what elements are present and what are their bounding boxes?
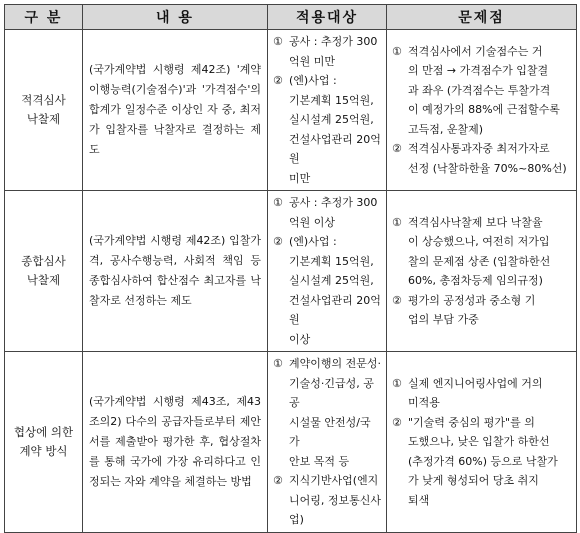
header-targets: 적용대상 bbox=[268, 5, 387, 30]
header-row bbox=[5, 5, 577, 30]
problem-text bbox=[408, 213, 571, 291]
target-line: 건설사업관리 20억원 bbox=[289, 293, 381, 326]
target-line: 공사 : 추정가 300 bbox=[289, 35, 378, 48]
problem-item bbox=[392, 374, 571, 413]
problem-line: 선정 (낙찰하한율 70%~80%선) bbox=[408, 161, 567, 175]
problem-number: ① bbox=[392, 215, 402, 229]
content-text: (국가계약법 시행령 제43조, 제43조의2) 다수의 공급자들로부터 제안서를 제출받아 평가한 후, 협상절차를 통해 국가에 가장 유리하다고 인정되는 자와 계약을 체결하는 방법 bbox=[89, 394, 261, 488]
problem-line: 퇴색 bbox=[408, 493, 430, 507]
row-problems bbox=[387, 30, 577, 191]
problem-item bbox=[392, 42, 571, 140]
target-number: ② bbox=[273, 474, 283, 487]
target-text bbox=[289, 232, 381, 349]
problem-text bbox=[408, 413, 571, 511]
target-number: ① bbox=[273, 196, 283, 209]
table-row bbox=[5, 352, 577, 533]
target-item bbox=[273, 193, 381, 232]
problem-item bbox=[392, 139, 571, 178]
row-content bbox=[83, 352, 268, 533]
problem-item bbox=[392, 413, 571, 511]
problem-item bbox=[392, 213, 571, 291]
category-line: 종합심사 bbox=[21, 254, 66, 268]
target-line: 억원 이상 bbox=[289, 215, 336, 229]
problem-text bbox=[408, 42, 571, 140]
target-line: 억원 미만 bbox=[289, 54, 336, 68]
target-text bbox=[289, 471, 381, 530]
target-item bbox=[273, 232, 381, 349]
target-line: 미만 bbox=[289, 171, 311, 185]
target-line: 기본계획 15억원, bbox=[289, 93, 374, 107]
target-line: 안보 목적 등 bbox=[289, 454, 350, 468]
target-number: ① bbox=[273, 35, 283, 48]
problem-line: 가 낮게 형성되어 당초 취지 bbox=[408, 474, 539, 487]
problem-line: 적격심사에서 기술점수는 거 bbox=[408, 44, 543, 58]
target-line: 공사 : 추정가 300 bbox=[289, 196, 378, 209]
target-item bbox=[273, 354, 381, 471]
problem-line: 적격심사낙찰제 보다 낙찰율 bbox=[408, 215, 543, 229]
target-item bbox=[273, 32, 381, 71]
problem-line: 도했으나, 낮은 입찰가 하한선 bbox=[408, 435, 550, 448]
content-text: (국가계약법 시행령 제42조) '계약이행능력(기술점수)'과 '가격점수'의 합계가 일정수준 이상인 자 중, 최저가 입찰자를 낙찰자로 결정하는 제도 bbox=[89, 63, 261, 156]
category-line: 계약 방식 bbox=[19, 443, 68, 458]
target-number: ② bbox=[273, 74, 283, 87]
target-line: 계약이행의 전문성· bbox=[289, 357, 382, 370]
comparison-table bbox=[4, 4, 577, 533]
problem-line: 찰의 문제점 상존 (입찰하한선 bbox=[408, 254, 551, 268]
problem-line: 의 만점 → 가격점수가 입찰결 bbox=[408, 64, 549, 78]
problem-text bbox=[408, 374, 571, 413]
header-content: 내 용 bbox=[83, 5, 268, 30]
header-problems: 문제점 bbox=[387, 5, 577, 30]
problem-line: 업의 부담 가중 bbox=[408, 313, 479, 326]
row-category bbox=[5, 352, 83, 533]
row-targets bbox=[268, 352, 387, 533]
problem-number: ① bbox=[392, 376, 402, 390]
target-number: ② bbox=[273, 235, 283, 248]
table-row bbox=[5, 191, 577, 352]
problem-line: 60%, 총점차등제 임의규정) bbox=[408, 274, 543, 287]
problem-item bbox=[392, 291, 571, 330]
problem-text bbox=[408, 291, 571, 330]
row-problems bbox=[387, 191, 577, 352]
problem-number: ② bbox=[392, 293, 402, 307]
category-line: 낙찰제 bbox=[26, 112, 61, 126]
target-text bbox=[289, 71, 381, 188]
row-content bbox=[83, 30, 268, 191]
target-item bbox=[273, 471, 381, 530]
row-category bbox=[5, 30, 83, 191]
category-line: 적격심사 bbox=[21, 93, 66, 107]
category-line: 협상에 의한 bbox=[13, 424, 74, 439]
target-line: 실시설계 25억원, bbox=[289, 274, 374, 287]
target-line: 시설물 안전성/국가 bbox=[289, 415, 371, 448]
target-line: 기본계획 15억원, bbox=[289, 254, 374, 268]
target-line: 건설사업관리 20억원 bbox=[289, 132, 381, 165]
category-line: 낙찰제 bbox=[26, 273, 61, 287]
target-text bbox=[289, 32, 381, 71]
row-targets bbox=[268, 30, 387, 191]
row-targets bbox=[268, 191, 387, 352]
problem-number: ② bbox=[392, 415, 402, 429]
problem-number: ① bbox=[392, 44, 402, 58]
row-problems bbox=[387, 352, 577, 533]
header-category: 구 분 bbox=[5, 5, 83, 30]
problem-line: 실제 엔지니어링사업에 거의 bbox=[408, 376, 543, 390]
target-number: ① bbox=[273, 357, 283, 370]
target-text bbox=[289, 354, 381, 471]
problem-line: 적격심사통과자중 최저가자로 bbox=[408, 142, 550, 156]
target-line: 니어링, 정보통신사업) bbox=[289, 493, 382, 526]
target-text bbox=[289, 193, 381, 232]
target-item bbox=[273, 71, 381, 188]
problem-line: 미적용 bbox=[408, 396, 440, 409]
problem-line: "기술력 중심의 평가"를 의 bbox=[408, 415, 535, 429]
problem-number: ② bbox=[392, 142, 402, 156]
problem-line: 이 예정가의 88%에 근접할수록 bbox=[408, 103, 560, 117]
table-row bbox=[5, 30, 577, 191]
problem-line: (추정가격 60%) 등으로 낙찰가 bbox=[408, 454, 558, 468]
target-line: (엔)사업 : bbox=[289, 74, 337, 87]
problem-line: 고득점, 운찰제) bbox=[408, 122, 484, 136]
problem-line: 과 좌우 (가격점수는 투찰가격 bbox=[408, 83, 551, 97]
row-content bbox=[83, 191, 268, 352]
problem-text bbox=[408, 139, 571, 178]
row-category bbox=[5, 191, 83, 352]
target-line: 기술성·긴급성, 공공 bbox=[289, 376, 374, 409]
target-line: 이상 bbox=[289, 332, 311, 346]
target-line: (엔)사업 : bbox=[289, 235, 337, 248]
problem-line: 이 상승했으나, 여전히 저가입 bbox=[408, 235, 550, 248]
problem-line: 평가의 공정성과 중소형 기 bbox=[408, 293, 536, 307]
target-line: 지식기반사업(엔지 bbox=[289, 474, 379, 487]
target-line: 실시설계 25억원, bbox=[289, 113, 374, 126]
content-text: (국가계약법 시행령 제42조) 입찰가격, 공사수행능력, 사회적 책임 등 종합심사하여 합산점수 최고자를 낙찰자로 선정하는 제도 bbox=[89, 234, 261, 307]
